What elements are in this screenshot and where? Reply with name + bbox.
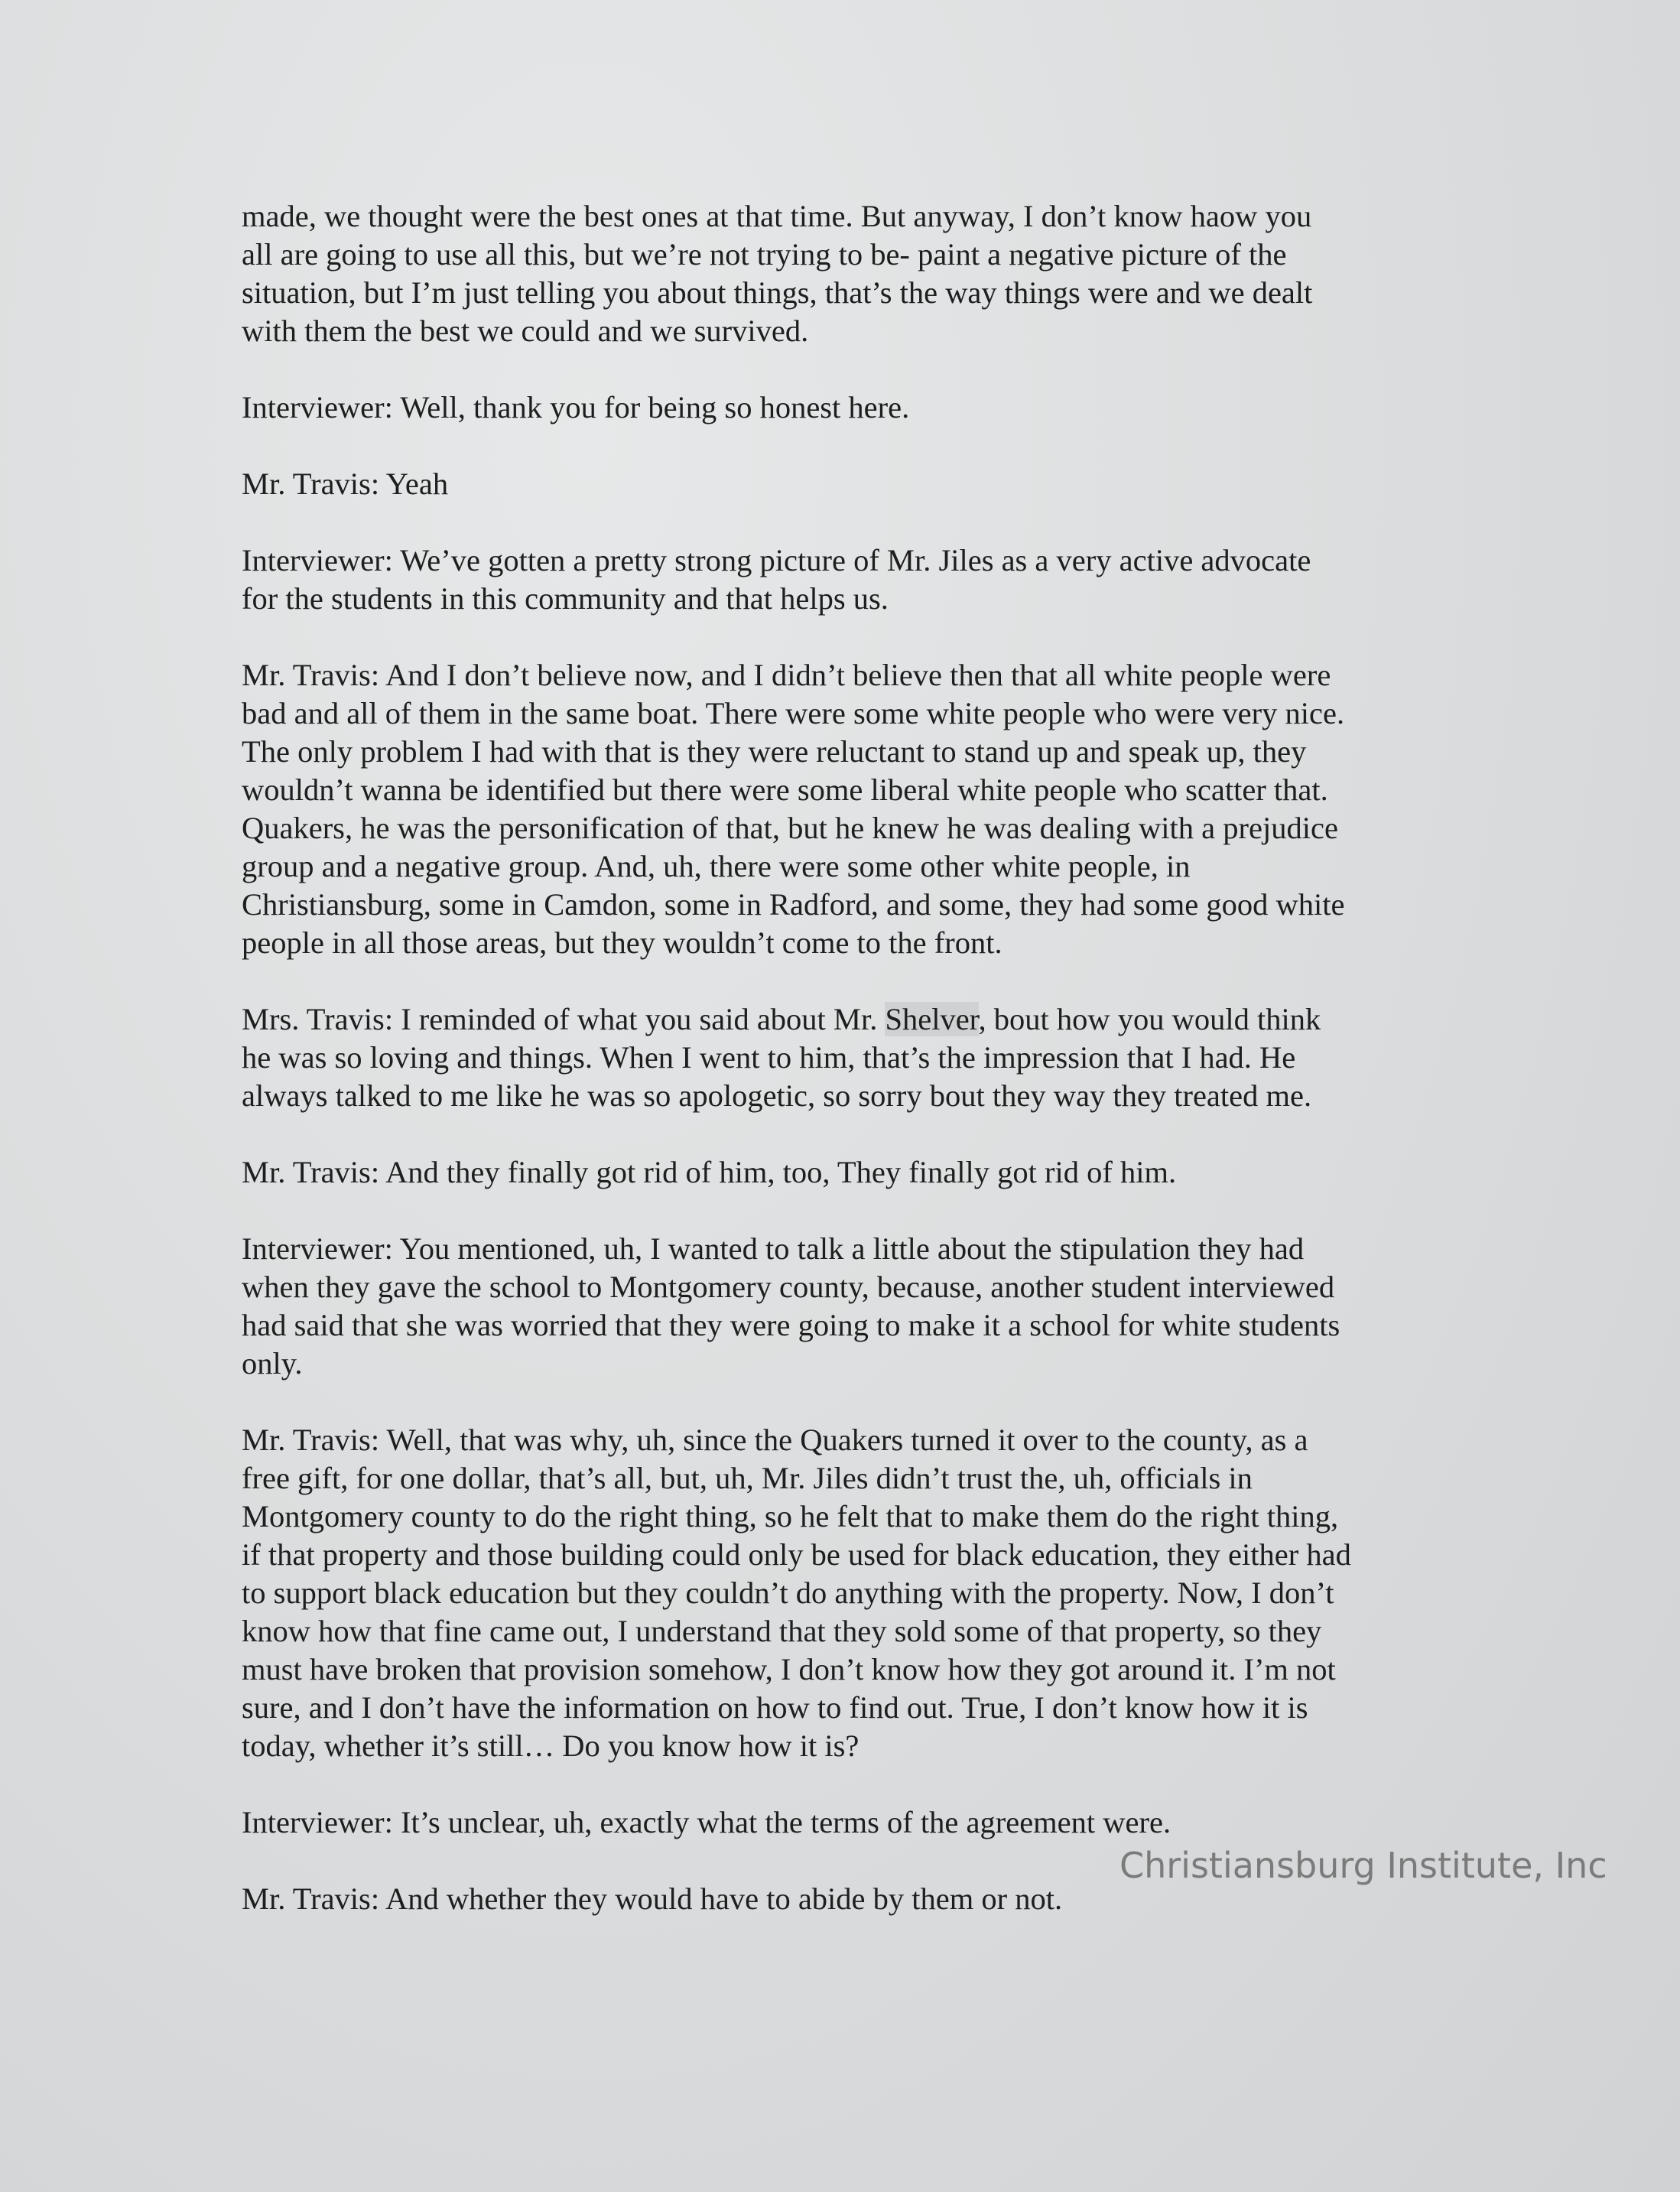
transcript-paragraph-3 bbox=[242, 465, 1442, 503]
text-line: sure, and I don’t have the information on how to find out. True, I don’t know how it is bbox=[242, 1690, 1308, 1725]
text-line: must have broken that provision somehow, I don’t know how they got around it. I’m not bbox=[242, 1652, 1336, 1686]
transcript-paragraph-2 bbox=[242, 389, 1442, 427]
text-line: Quakers, he was the personification of that, but he knew he was dealing with a prejudice bbox=[242, 811, 1338, 845]
text-line: with them the best we could and we survived. bbox=[242, 314, 809, 348]
text-line-end: , bout how you would think bbox=[978, 1002, 1321, 1036]
text-line: always talked to me like he was so apologetic, so sorry bout they way they treated me. bbox=[242, 1078, 1312, 1113]
text-line: had said that she was worried that they were going to make it a school for white students bbox=[242, 1308, 1340, 1342]
text-line: people in all those areas, but they wouldn’t come to the front. bbox=[242, 925, 1002, 960]
text-line: Interviewer: Well, thank you for being so honest here. bbox=[242, 390, 910, 424]
text-line-start: Mrs. Travis: I reminded of what you said about Mr. bbox=[242, 1002, 885, 1036]
text-line: to support black education but they couldn’t do anything with the property. Now, I don’t bbox=[242, 1576, 1334, 1610]
text-line: bad and all of them in the same boat. There were some white people who were very nice. bbox=[242, 696, 1345, 730]
text-line: wouldn’t wanna be identified but there were some liberal white people who scatter that. bbox=[242, 772, 1328, 807]
text-line: today, whether it’s still… Do you know how it is? bbox=[242, 1729, 859, 1763]
text-line: when they gave the school to Montgomery county, because, another student interviewed bbox=[242, 1270, 1335, 1304]
text-line: Mr. Travis: And they finally got rid of him, too, They finally got rid of him. bbox=[242, 1155, 1177, 1189]
transcript-paragraph-4 bbox=[242, 541, 1442, 618]
text-line: free gift, for one dollar, that’s all, but, uh, Mr. Jiles didn’t trust the, uh, officials in bbox=[242, 1461, 1253, 1495]
transcript-paragraph-8 bbox=[242, 1230, 1442, 1383]
text-line: he was so loving and things. When I went to him, that’s the impression that I had. He bbox=[242, 1040, 1296, 1075]
transcript-paragraph-7 bbox=[242, 1153, 1442, 1192]
transcript-paragraph-6 bbox=[242, 1000, 1442, 1115]
transcript-paragraph-1 bbox=[242, 197, 1442, 350]
text-line: group and a negative group. And, uh, there were some other white people, in bbox=[242, 849, 1191, 883]
text-line: situation, but I’m just telling you about things, that’s the way things were and we dealt bbox=[242, 275, 1313, 310]
transcript-paragraph-10 bbox=[242, 1803, 1442, 1842]
text-line: Mr. Travis: And I don’t believe now, and I didn’t believe then that all white people were bbox=[242, 658, 1331, 692]
text-line: Mr. Travis: Yeah bbox=[242, 467, 449, 501]
text-line: Mr. Travis: And whether they would have to abide by them or not. bbox=[242, 1881, 1063, 1916]
text-line: if that property and those building could only be used for black education, they either had bbox=[242, 1537, 1351, 1572]
text-line: Interviewer: You mentioned, uh, I wanted to talk a little about the stipulation they had bbox=[242, 1231, 1305, 1266]
text-line: Mr. Travis: Well, that was why, uh, since the Quakers turned it over to the county, as a bbox=[242, 1423, 1308, 1457]
text-line: Montgomery county to do the right thing, so he felt that to make them do the right thing, bbox=[242, 1499, 1339, 1533]
text-line: only. bbox=[242, 1346, 303, 1381]
text-line: The only problem I had with that is they were reluctant to stand up and speak up, they bbox=[242, 734, 1307, 769]
text-line: Interviewer: It’s unclear, uh, exactly what the terms of the agreement were. bbox=[242, 1805, 1171, 1839]
transcript-body bbox=[242, 197, 1442, 1956]
text-line: Christiansburg, some in Camdon, some in Radford, and some, they had some good white bbox=[242, 887, 1345, 922]
text-line: made, we thought were the best ones at that time. But anyway, I don’t know haow you bbox=[242, 199, 1312, 233]
text-line: all are going to use all this, but we’re not trying to be- paint a negative picture of the bbox=[242, 237, 1287, 272]
text-line: for the students in this community and that helps us. bbox=[242, 581, 889, 616]
transcript-paragraph-5 bbox=[242, 656, 1442, 962]
highlighted-name: Shelver bbox=[885, 1002, 979, 1036]
transcript-paragraph-9 bbox=[242, 1421, 1442, 1765]
watermark-text: Christiansburg Institute, Inc bbox=[1119, 1845, 1607, 1886]
text-line: know how that fine came out, I understand that they sold some of that property, so they bbox=[242, 1614, 1322, 1648]
text-line: Interviewer: We’ve gotten a pretty strong picture of Mr. Jiles as a very active advocate bbox=[242, 543, 1311, 577]
